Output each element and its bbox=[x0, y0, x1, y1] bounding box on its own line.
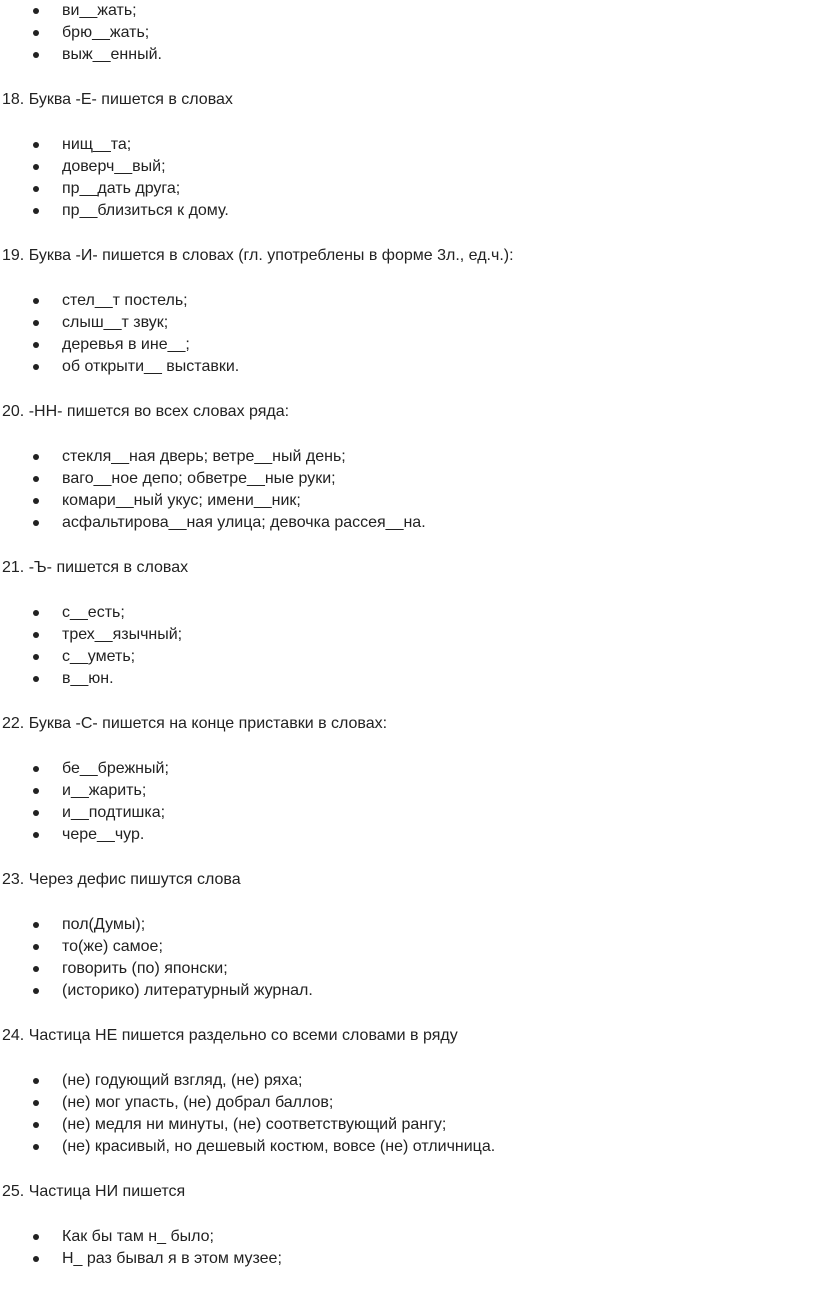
spacer bbox=[0, 579, 816, 602]
answer-option: бе__брежный; bbox=[0, 758, 816, 780]
spacer bbox=[0, 1047, 816, 1070]
answer-option: ваго__ное депо; обветре__ные руки; bbox=[0, 468, 816, 490]
answer-option: с__есть; bbox=[0, 602, 816, 624]
answer-list bbox=[0, 1226, 816, 1270]
answer-option: Как бы там н_ было; bbox=[0, 1226, 816, 1248]
answer-option: доверч__вый; bbox=[0, 156, 816, 178]
answer-option: стекля__ная дверь; ветре__ный день; bbox=[0, 446, 816, 468]
spacer bbox=[0, 891, 816, 914]
spacer bbox=[0, 846, 816, 869]
answer-option: в__юн. bbox=[0, 668, 816, 690]
answer-list bbox=[0, 914, 816, 1002]
answer-option: Н_ раз бывал я в этом музее; bbox=[0, 1248, 816, 1270]
answer-option: пр__дать друга; bbox=[0, 178, 816, 200]
answer-list bbox=[0, 0, 816, 66]
answer-list bbox=[0, 1070, 816, 1158]
answer-option: асфальтирова__ная улица; девочка рассея__на. bbox=[0, 512, 816, 534]
answer-option: трех__язычный; bbox=[0, 624, 816, 646]
answer-option: об открыти__ выставки. bbox=[0, 356, 816, 378]
answer-option: пол(Думы); bbox=[0, 914, 816, 936]
spacer bbox=[0, 378, 816, 401]
answer-option: и__подтишка; bbox=[0, 802, 816, 824]
answer-option: брю__жать; bbox=[0, 22, 816, 44]
answer-option: слыш__т звук; bbox=[0, 312, 816, 334]
question-heading: 19. Буква -И- пишется в словах (гл. употреблены в форме 3л., ед.ч.): bbox=[2, 247, 514, 264]
answer-option: и__жарить; bbox=[0, 780, 816, 802]
answer-option: (не) красивый, но дешевый костюм, вовсе (не) отличница. bbox=[0, 1136, 816, 1158]
spacer bbox=[0, 1203, 816, 1226]
answer-list bbox=[0, 758, 816, 846]
answer-list bbox=[0, 602, 816, 690]
answer-option: пр__близиться к дому. bbox=[0, 200, 816, 222]
question-heading: 23. Через дефис пишутся слова bbox=[2, 871, 241, 888]
spacer bbox=[0, 690, 816, 713]
answer-option: чере__чур. bbox=[0, 824, 816, 846]
answer-option: говорить (по) японски; bbox=[0, 958, 816, 980]
answer-list bbox=[0, 290, 816, 378]
answer-option: ви__жать; bbox=[0, 0, 816, 22]
spacer bbox=[0, 534, 816, 557]
spacer bbox=[0, 1002, 816, 1025]
answer-list bbox=[0, 134, 816, 222]
answer-option: (не) медля ни минуты, (не) соответствующий рангу; bbox=[0, 1114, 816, 1136]
answer-list bbox=[0, 446, 816, 534]
spacer bbox=[0, 1158, 816, 1181]
spacer bbox=[0, 66, 816, 89]
answer-option: (не) годующий взгляд, (не) ряха; bbox=[0, 1070, 816, 1092]
spacer bbox=[0, 423, 816, 446]
answer-option: (не) мог упасть, (не) добрал баллов; bbox=[0, 1092, 816, 1114]
answer-option: то(же) самое; bbox=[0, 936, 816, 958]
answer-option: стел__т постель; bbox=[0, 290, 816, 312]
question-heading: 24. Частица НЕ пишется раздельно со всеми словами в ряду bbox=[2, 1027, 458, 1044]
spacer bbox=[0, 735, 816, 758]
question-heading: 20. -НН- пишется во всех словах ряда: bbox=[2, 403, 290, 420]
question-heading: 18. Буква -Е- пишется в словах bbox=[2, 91, 233, 108]
question-heading: 21. -Ъ- пишется в словах bbox=[2, 559, 189, 576]
answer-option: (историко) литературный журнал. bbox=[0, 980, 816, 1002]
spacer bbox=[0, 222, 816, 245]
spacer bbox=[0, 111, 816, 134]
question-heading: 22. Буква -С- пишется на конце приставки в словах: bbox=[2, 715, 388, 732]
answer-option: выж__енный. bbox=[0, 44, 816, 66]
answer-option: нищ__та; bbox=[0, 134, 816, 156]
answer-option: комари__ный укус; имени__ник; bbox=[0, 490, 816, 512]
question-heading: 25. Частица НИ пишется bbox=[2, 1183, 186, 1200]
answer-option: деревья в ине__; bbox=[0, 334, 816, 356]
spacer bbox=[0, 267, 816, 290]
answer-option: с__уметь; bbox=[0, 646, 816, 668]
